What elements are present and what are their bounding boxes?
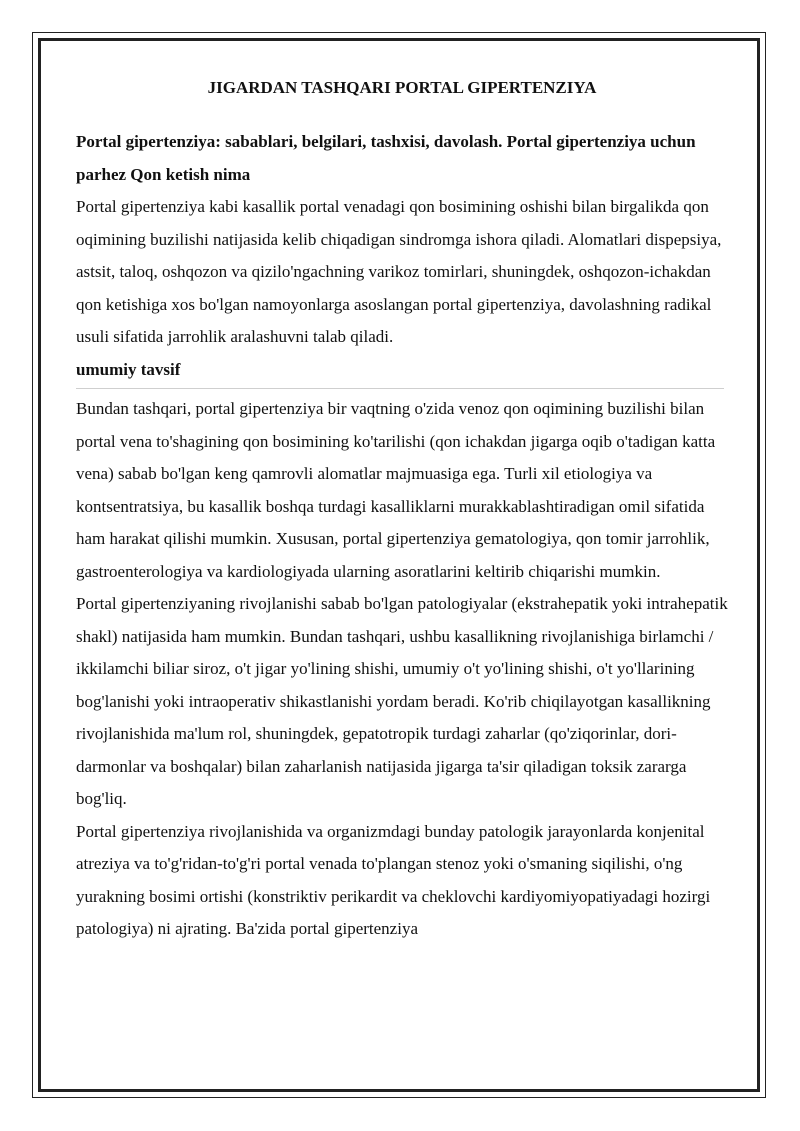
body-paragraph-2: Portal gipertenziyaning rivojlanishi sabab bo'lgan patologiyalar (ekstrahepatik yoki intrahepatik shakl) natijasida ham mumkin. Bundan tashqari, ushbu kasallikning rivojlanishiga birlamchi / ikkilamchi biliar siroz, o't jigar yo'lining shishi, umumiy o't yo'lining shishi, o't yo'llarining bog'lanishi yoki intraoperativ shikastlanishi yordam beradi. Ko'rib chiqilayotgan kasallikning rivojlanishida ma'lum rol, shuningdek, gepatotropik turdagi zaharlar (qo'ziqorinlar, dori-darmonlar va boshqalar) bilan zaharlanish natijasida jigarga ta'sir qiladigan toksik zararga bog'liq.	[76, 594, 728, 808]
section-heading-portal: Portal gipertenziya: sabablari, belgilari, tashxisi, davolash. Portal gipertenziya uchun parhez Qon ketish nima	[76, 132, 696, 184]
document-title: JIGARDAN TASHQARI PORTAL GIPERTENZIYA	[207, 78, 597, 97]
body-paragraph-1: Bundan tashqari, portal gipertenziya bir vaqtning o'zida venoz qon oqimining buzilishi bilan portal vena to'shagining qon bosimining ko'tarilishi (qon ichakdan jigarga oqib o'tadigan katta vena) sabab bo'lgan keng qamrovli alomatlar majmuasiga ega. Turli xil etiologiya va kontsentratsiya, bu kasallik boshqa turdagi kasalliklarni murakkablashtiradigan omil sifatida ham harakat qilishi mumkin. Xususan, portal gipertenziya gematologiya, qon tomir jarrohlik, gastroenterologiya va kardiologiyada ularning asoratlarini keltirib chiqarishi mumkin.	[76, 399, 716, 581]
section-divider	[76, 388, 724, 389]
document-body	[76, 72, 728, 946]
section-heading-general: umumiy tavsif	[76, 359, 181, 379]
intro-paragraph: Portal gipertenziya kabi kasallik portal venadagi qon bosimining oshishi bilan birgalikda qon oqimining buzilishi natijasida kelib chiqadigan sindromga ishora qiladi. Alomatlari dispepsiya, astsit, taloq, oshqozon va qizilo'ngachning varikoz tomirlari, shuningdek, oshqozon-ichakdan qon ketishiga xos bo'lgan namoyonlarga asoslangan portal gipertenziya, davolashning radikal usuli sifatida jarrohlik aralashuvni talab qiladi.	[76, 197, 722, 346]
body-paragraph-3: Portal gipertenziya rivojlanishida va organizmdagi bunday patologik jarayonlarda konjenital atreziya va to'g'ridan-to'g'ri portal venada to'plangan stenoz yoki o'smaning siqilishi, o'ng yurakning bosimi ortishi (konstriktiv perikardit va cheklovchi kardiyomiyopatiyadagi hozirgi patologiya) ni ajrating. Ba'zida portal gipertenziya	[76, 821, 711, 938]
